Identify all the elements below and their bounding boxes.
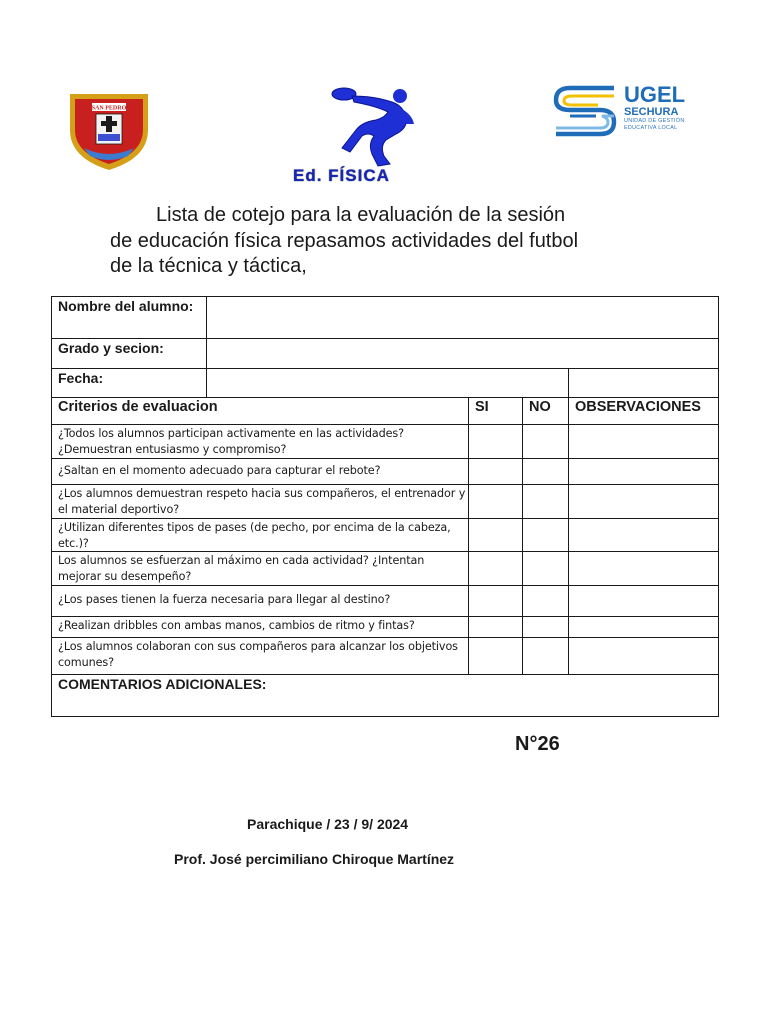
school-shield-logo: [66, 90, 152, 172]
fecha-input-cell[interactable]: [207, 369, 569, 398]
no-cell[interactable]: [523, 425, 569, 459]
title-line-1: Lista de cotejo para la evaluación de la sesión: [156, 204, 566, 226]
criteria-header-row: [52, 398, 719, 425]
no-cell[interactable]: [523, 485, 569, 519]
si-cell[interactable]: [469, 519, 523, 552]
ugel-tagline-line-1: UNIDAD DE GESTIÓN: [624, 118, 685, 124]
criterion-text: ¿Los pases tienen la fuerza necesaria para llegar al destino?: [52, 586, 469, 617]
criteria-row: [52, 519, 719, 552]
student-name-row: [52, 297, 719, 339]
comentarios-label[interactable]: COMENTARIOS ADICIONALES:: [52, 675, 719, 717]
si-cell[interactable]: [469, 485, 523, 519]
date-row: [52, 369, 719, 398]
grado-label: Grado y secion:: [52, 339, 207, 369]
criterios-header: Criterios de evaluacion: [52, 398, 469, 425]
no-header: NO: [523, 398, 569, 425]
criteria-row: [52, 617, 719, 638]
observation-cell[interactable]: [569, 425, 719, 459]
criteria-row: [52, 459, 719, 485]
discus-thrower-icon: [326, 84, 422, 168]
no-cell[interactable]: [523, 638, 569, 675]
criterion-text: Los alumnos se esfuerzan al máximo en cada actividad? ¿Intentan mejorar su desempeño?: [52, 552, 469, 586]
ugel-tagline: [624, 118, 704, 132]
criterion-text: ¿Todos los alumnos participan activamente en las actividades? ¿Demuestran entusiasmo y compromiso?: [52, 425, 469, 459]
observation-cell[interactable]: [569, 485, 719, 519]
criterion-text: ¿Realizan dribbles con ambas manos, cambios de ritmo y fintas?: [52, 617, 469, 638]
criterion-text: ¿Saltan en el momento adecuado para capturar el rebote?: [52, 459, 469, 485]
ugel-logo-mark: [552, 84, 618, 138]
criteria-row: [52, 425, 719, 459]
checklist-table: [51, 296, 719, 717]
fecha-label: Fecha:: [52, 369, 207, 398]
title-line-3: de la técnica y táctica,: [110, 255, 307, 277]
si-cell[interactable]: [469, 586, 523, 617]
observation-cell[interactable]: [569, 586, 719, 617]
teacher-name: Prof. José percimiliano Chiroque Martínez: [174, 851, 455, 867]
nombre-input-cell[interactable]: [207, 297, 719, 339]
no-cell[interactable]: [523, 519, 569, 552]
fecha-extra-cell[interactable]: [569, 369, 719, 398]
ugel-sub: SECHURA: [624, 106, 679, 118]
criterion-text: ¿Los alumnos colaboran con sus compañeros para alcanzar los objetivos comunes?: [52, 638, 469, 675]
no-cell[interactable]: [523, 617, 569, 638]
ugel-tagline-line-2: EDUCATIVA LOCAL: [624, 125, 678, 131]
no-cell[interactable]: [523, 586, 569, 617]
no-cell[interactable]: [523, 552, 569, 586]
title-line-2: de educación física repasamos actividades del futbol: [110, 229, 579, 252]
document-title: [110, 203, 710, 280]
grade-row: [52, 339, 719, 369]
no-cell[interactable]: [523, 459, 569, 485]
observation-cell[interactable]: [569, 519, 719, 552]
criteria-row: [52, 552, 719, 586]
observaciones-header: OBSERVACIONES: [569, 398, 719, 425]
criteria-row: [52, 485, 719, 519]
observation-cell[interactable]: [569, 638, 719, 675]
observation-cell[interactable]: [569, 617, 719, 638]
criterion-text: ¿Utilizan diferentes tipos de pases (de pecho, por encima de la cabeza, etc.)?: [52, 519, 469, 552]
si-cell[interactable]: [469, 638, 523, 675]
si-cell[interactable]: [469, 617, 523, 638]
si-header: SI: [469, 398, 523, 425]
criteria-row: [52, 586, 719, 617]
place-date: Parachique / 23 / 9/ 2024: [247, 816, 409, 832]
si-cell[interactable]: [469, 552, 523, 586]
criterion-text: ¿Los alumnos demuestran respeto hacia sus compañeros, el entrenador y el material deportivo?: [52, 485, 469, 519]
comments-row: [52, 675, 719, 717]
observation-cell[interactable]: [569, 459, 719, 485]
nombre-label: Nombre del alumno:: [52, 297, 207, 339]
grado-input-cell[interactable]: [207, 339, 719, 369]
ugel-name: UGEL: [624, 82, 686, 107]
observation-cell[interactable]: [569, 552, 719, 586]
document-number: N°26: [515, 733, 560, 755]
school-name-text: SAN PEDRO: [91, 105, 127, 112]
criteria-row: [52, 638, 719, 675]
si-cell[interactable]: [469, 425, 523, 459]
si-cell[interactable]: [469, 459, 523, 485]
ed-fisica-label: Ed. FÍSICA: [293, 166, 390, 185]
